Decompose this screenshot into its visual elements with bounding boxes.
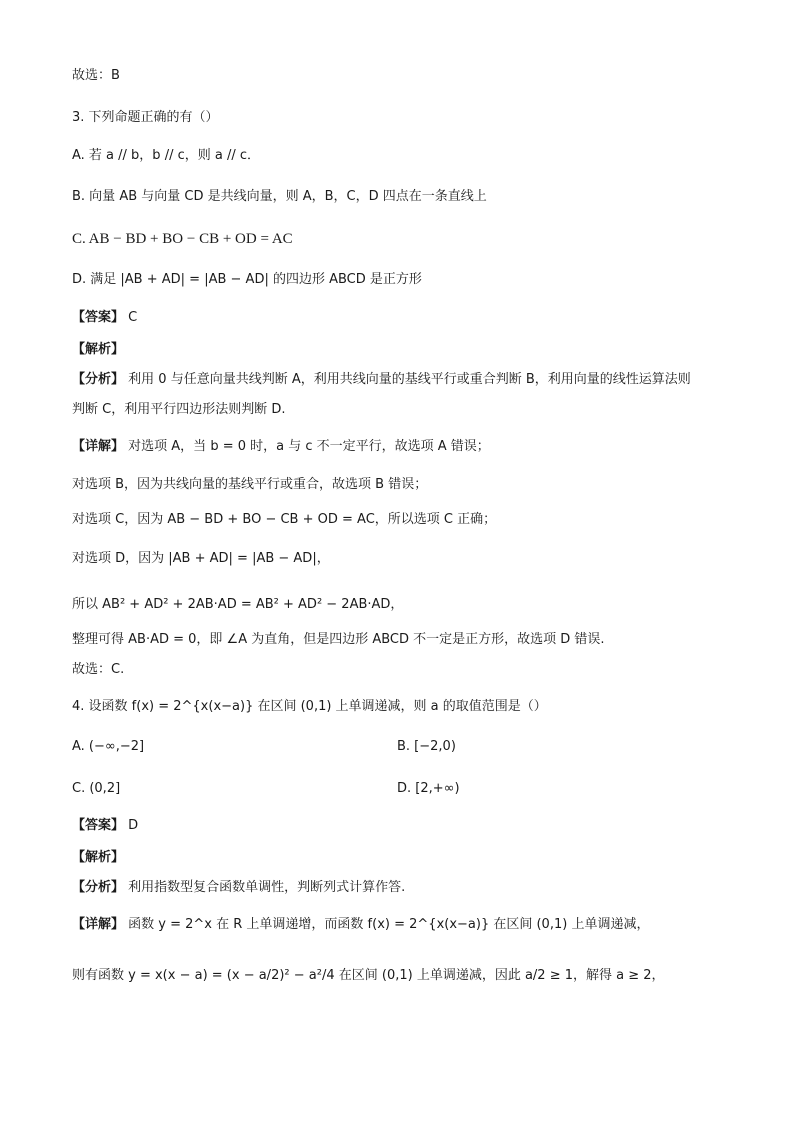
option-a: A. 若 a // b，b // c，则 a // c． (72, 148, 260, 163)
analysis-line (72, 878, 405, 898)
analysis-text: 利用指数型复合函数单调性，判断列式计算作答. (128, 880, 406, 895)
analysis-tag: 【解析】 (72, 850, 125, 865)
detail-line (72, 437, 490, 457)
option-c: C. (0,2] (72, 781, 121, 796)
detail-text-d-result: 整理可得 AB·AD = 0，即 ∠A 为直角，但是四边形 ABCD 不一定是正方形，故选项 D 错误. (72, 632, 605, 647)
detail-text-cont: 则有函数 y = x(x − a) = (x − a/2)² − a²/4 在区间 (0,1) 上单调递减，因此 a/2 ≥ 1，解得 a ≥ 2， (72, 968, 665, 983)
option-b: B. [−2,0) (397, 739, 456, 754)
analysis-sub-tag: 【分析】 (72, 880, 125, 895)
answer-value: C (128, 310, 138, 325)
detail-text-d: 对选项 D，因为 |AB + AD| = |AB − AD|， (72, 551, 330, 566)
analysis-sub-tag: 【分析】 (72, 372, 125, 387)
detail-text-d-eq: 所以 AB² + AD² + 2AB·AD = AB² + AD² − 2AB·AD， (72, 597, 404, 612)
detail-text-c: 对选项 C，因为 AB − BD + BO − CB + OD = AC，所以选项 C 正确； (72, 512, 497, 527)
detail-tag: 【详解】 (72, 917, 125, 932)
analysis-text: 利用 0 与任意向量共线判断 A，利用共线向量的基线平行或重合判断 B，利用向量的线性运算法则 (128, 372, 691, 387)
answer-tag: 【答案】 (72, 310, 125, 325)
choice-line: 故选：C. (72, 662, 125, 677)
detail-line (72, 915, 649, 935)
answer-tag: 【答案】 (72, 818, 125, 833)
analysis-tag: 【解析】 (72, 342, 125, 357)
answer-line (72, 816, 138, 836)
option-c: C. AB − BD + BO − CB + OD = AC (72, 231, 293, 247)
analysis-text-cont: 判断 C，利用平行四边形法则判断 D. (72, 402, 286, 417)
detail-text: 对选项 A，当 b = 0 时，a 与 c 不一定平行，故选项 A 错误； (128, 439, 490, 454)
text-line: 故选：B (72, 68, 120, 83)
analysis-line (72, 370, 691, 390)
detail-tag: 【详解】 (72, 439, 125, 454)
detail-text-b: 对选项 B，因为共线向量的基线平行或重合，故选项 B 错误； (72, 477, 428, 492)
detail-text: 函数 y = 2^x 在 R 上单调递增，而函数 f(x) = 2^{x(x−a)} 在区间 (0,1) 上单调递减， (128, 917, 650, 932)
option-d: D. [2,+∞) (397, 781, 460, 796)
answer-line (72, 308, 137, 328)
question-3-stem: 3. 下列命题正确的有（） (72, 110, 219, 125)
answer-value: D (128, 818, 139, 833)
question-4-stem: 4. 设函数 f(x) = 2^{x(x−a)} 在区间 (0,1) 上单调递减，则 a 的取值范围是（） (72, 699, 547, 714)
option-d: D. 满足 |AB + AD| = |AB − AD| 的四边形 ABCD 是正方形 (72, 272, 422, 287)
option-a: A. (−∞,−2] (72, 739, 145, 754)
option-b: B. 向量 AB 与向量 CD 是共线向量，则 A，B，C，D 四点在一条直线上 (72, 189, 487, 204)
